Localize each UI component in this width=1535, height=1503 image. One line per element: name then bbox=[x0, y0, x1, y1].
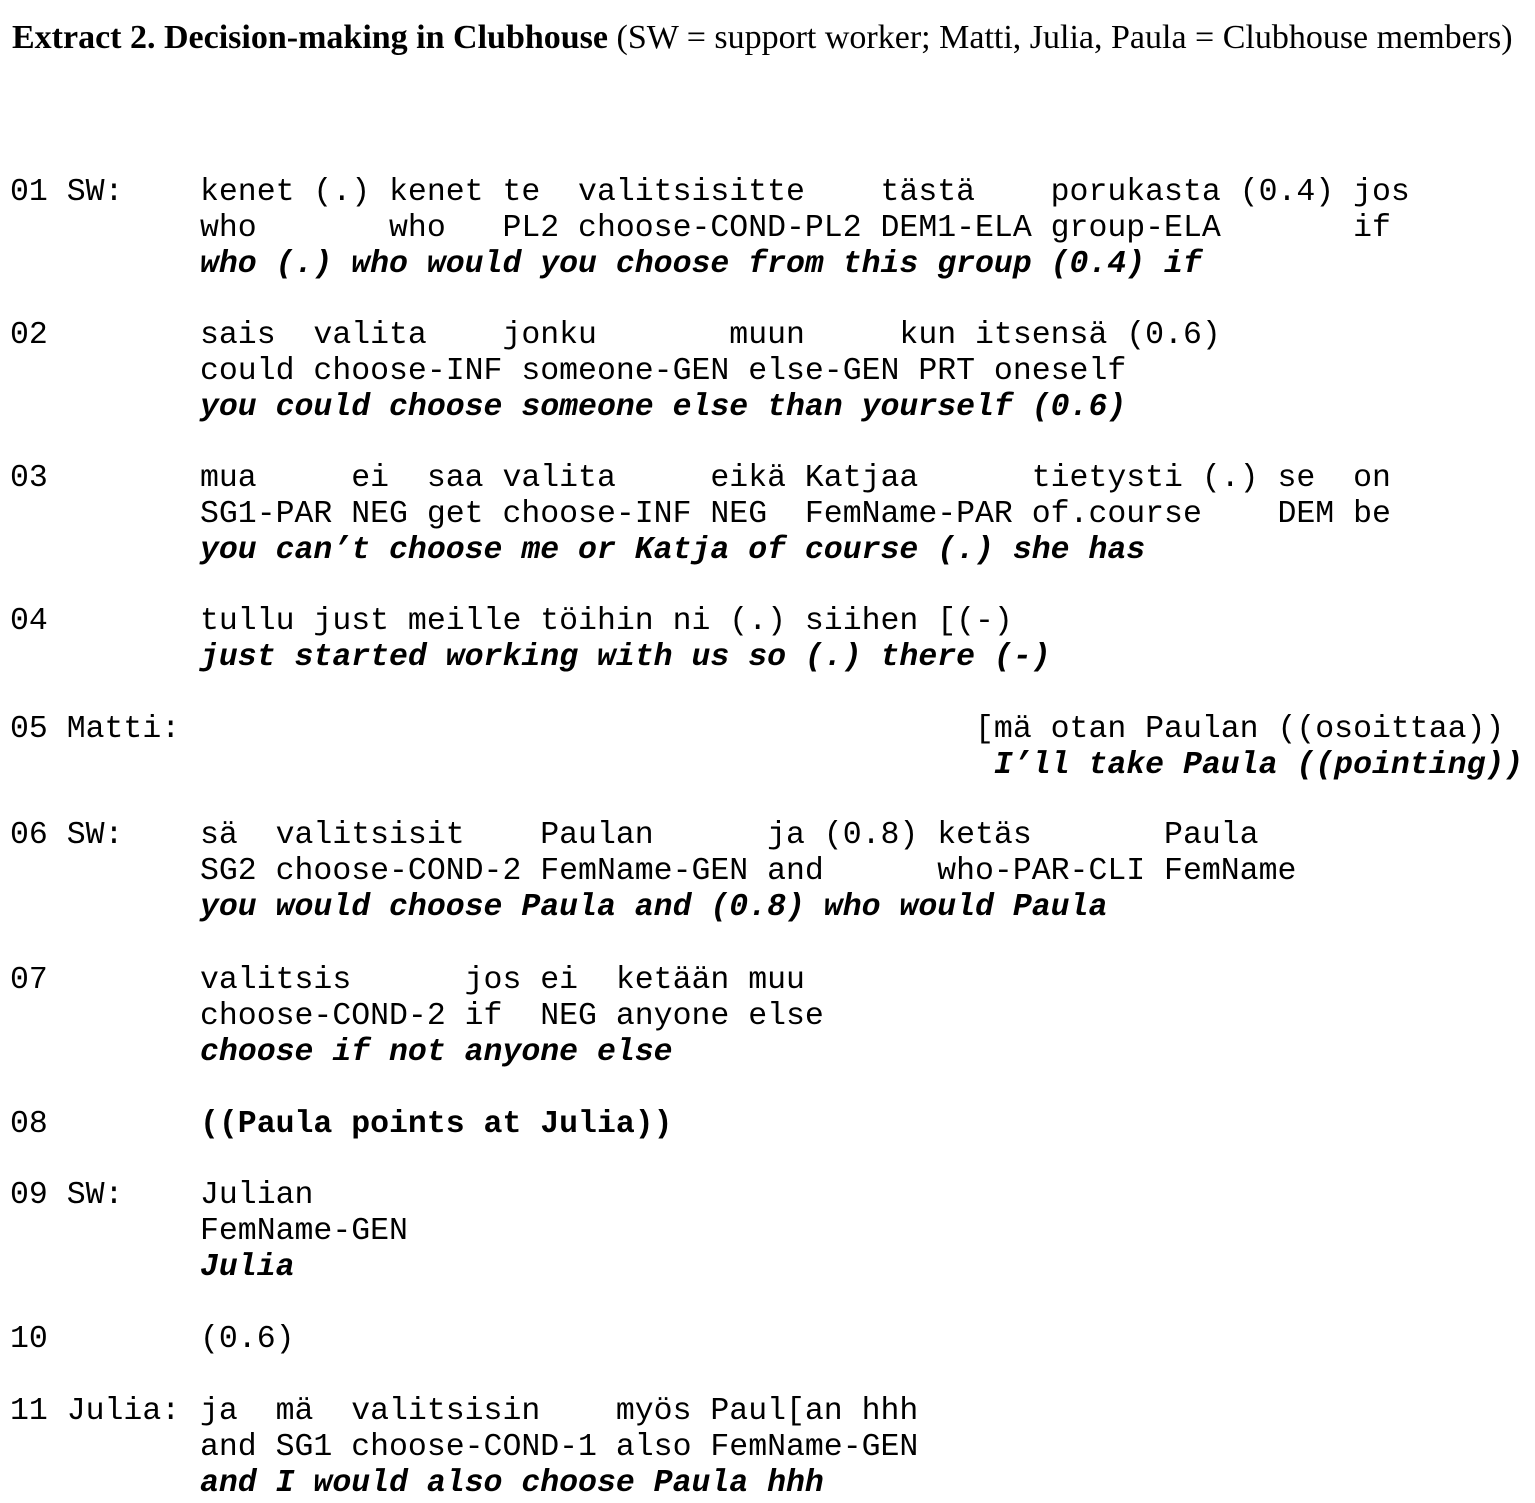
translation-text: and I would also choose Paula hhh bbox=[200, 1466, 824, 1501]
line-label: 11 Julia: bbox=[10, 1394, 181, 1429]
original-text: mua ei saa valita eikä Katjaa tietysti (.) se on bbox=[200, 461, 1391, 496]
original-text: sais valita jonku muun kun itsensä (0.6) bbox=[200, 318, 1221, 353]
translation-text: Julia bbox=[200, 1250, 295, 1285]
pause-text: (0.6) bbox=[200, 1322, 295, 1357]
line-label: 08 bbox=[10, 1107, 48, 1142]
translation-text: I’ll take Paula ((pointing)) bbox=[200, 748, 1524, 783]
action-description: ((Paula points at Julia)) bbox=[200, 1107, 673, 1142]
gloss-text: and SG1 choose-COND-1 also FemName-GEN bbox=[200, 1430, 919, 1465]
line-label: 06 SW: bbox=[10, 818, 124, 853]
line-label: 10 bbox=[10, 1322, 48, 1357]
translation-text: you would choose Paula and (0.8) who would Paula bbox=[200, 890, 1108, 925]
gloss-text: FemName-GEN bbox=[200, 1214, 408, 1249]
gloss-text: choose-COND-2 if NEG anyone else bbox=[200, 999, 824, 1034]
translation-text: who (.) who would you choose from this group (0.4) if bbox=[200, 247, 1202, 282]
line-label: 05 Matti: bbox=[10, 712, 181, 747]
line-label: 09 SW: bbox=[10, 1178, 124, 1213]
gloss-text: could choose-INF someone-GEN else-GEN PRT oneself bbox=[200, 354, 1127, 389]
translation-text: you could choose someone else than yourself (0.6) bbox=[200, 390, 1127, 425]
translation-text: just started working with us so (.) there (-) bbox=[200, 640, 1051, 675]
gloss-text: SG1-PAR NEG get choose-INF NEG FemName-PAR of.course DEM be bbox=[200, 497, 1391, 532]
line-label: 01 SW: bbox=[10, 175, 124, 210]
translation-text: choose if not anyone else bbox=[200, 1035, 673, 1070]
original-text: [mä otan Paulan ((osoittaa)) bbox=[200, 712, 1505, 747]
gloss-text: SG2 choose-COND-2 FemName-GEN and who-PAR-CLI FemName bbox=[200, 854, 1297, 889]
line-label: 03 bbox=[10, 461, 48, 496]
line-label: 07 bbox=[10, 963, 48, 998]
original-text: Julian bbox=[200, 1178, 314, 1213]
original-text: valitsis jos ei ketään muu bbox=[200, 963, 805, 998]
translation-text: you can’t choose me or Katja of course (.) she has bbox=[200, 533, 1146, 568]
caption-subtitle: (SW = support worker; Matti, Julia, Paula = Clubhouse members) bbox=[616, 19, 1513, 56]
line-label: 04 bbox=[10, 604, 48, 639]
gloss-text: who who PL2 choose-COND-PL2 DEM1-ELA group-ELA if bbox=[200, 211, 1391, 246]
caption-title: Extract 2. Decision-making in Clubhouse bbox=[12, 19, 608, 56]
original-text: ja mä valitsisin myös Paul[an hhh bbox=[200, 1394, 919, 1429]
extract-caption bbox=[12, 6, 1527, 70]
original-text: kenet (.) kenet te valitsisitte tästä porukasta (0.4) jos bbox=[200, 175, 1410, 210]
original-text: tullu just meille töihin ni (.) siihen [(-) bbox=[200, 604, 1013, 639]
line-label: 02 bbox=[10, 318, 48, 353]
original-text: sä valitsisit Paulan ja (0.8) ketäs Paula bbox=[200, 818, 1259, 853]
